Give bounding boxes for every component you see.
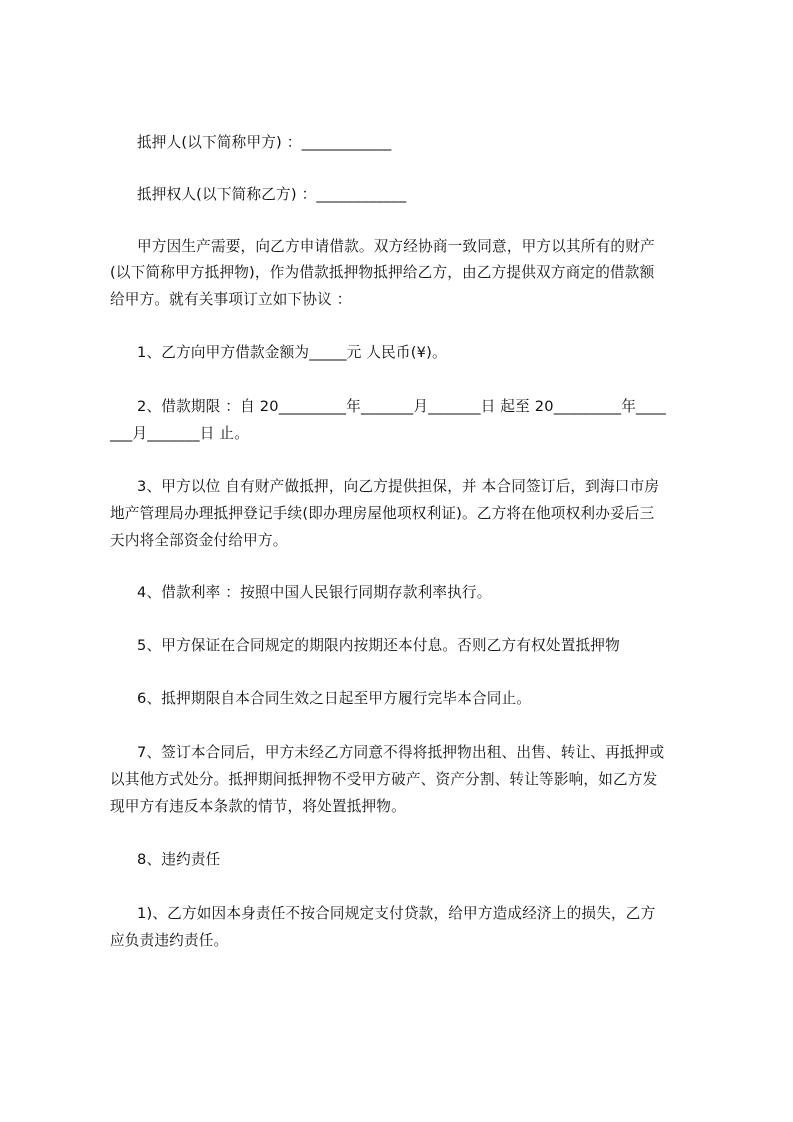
- intro-paragraph-line: 甲方因生产需要，向乙方申请借款。双方经协商一致同意，甲方以其所有的财产: [137, 238, 655, 255]
- clause-4: 4、借款利率 ：按照中国人民银行同期存款利率执行。: [137, 584, 492, 601]
- clause-2-line: ___月_______日 止。: [110, 425, 249, 442]
- clause-8-heading: 8、违约责任: [137, 851, 221, 868]
- clause-7-line: 以其他方式处分。抵押期间抵押物不受甲方破产、资产分割、转让等影响，如乙方发: [110, 771, 658, 788]
- clause-7-line: 7、签订本合同后，甲方未经乙方同意不得将抵押物出租、出售、转让、再抵押或: [137, 744, 665, 761]
- clause-1: 1、乙方向甲方借款金额为_____元 人民币(¥)。: [137, 344, 447, 361]
- clause-3-line: 地产管理局办理抵押登记手续(即办理房屋他项权利证)。乙方将在他项权利办妥后三: [110, 505, 655, 522]
- clause-5: 5、甲方保证在合同规定的期限内按期还本付息。否则乙方有权处置抵押物: [137, 637, 620, 654]
- clause-3-line: 3、甲方以位 自有财产做抵押，向乙方提供担保，并 本合同签订后，到海口市房: [137, 478, 660, 495]
- clause-7-line: 现甲方有违反本条款的情节，将处置抵押物。: [110, 798, 406, 815]
- mortgagee-line: 抵押权人(以下简称乙方) ：____________: [137, 186, 407, 203]
- clause-6: 6、抵押期限自本合同生效之日起至甲方履行完毕本合同止。: [137, 690, 532, 707]
- clause-2-line: 2、借款期限 ：自 20_________年_______月_______日 起至 20_________年____: [137, 398, 666, 415]
- intro-paragraph-line: 给甲方。就有关事项订立如下协议 ：: [110, 291, 352, 308]
- mortgagor-line: 抵押人(以下简称甲方) ：____________: [137, 134, 392, 151]
- clause-8-1-line: 1)、乙方如因本身责任不按合同规定支付贷款，给甲方造成经济上的损失，乙方: [137, 905, 656, 922]
- clause-8-1-line: 应负责违约责任。: [110, 932, 229, 949]
- intro-paragraph-line: (以下简称甲方抵押物)，作为借款抵押物抵押给乙方，由乙方提供双方商定的借款额: [110, 264, 655, 281]
- clause-3-line: 天内将全部资金付给甲方。: [110, 532, 288, 549]
